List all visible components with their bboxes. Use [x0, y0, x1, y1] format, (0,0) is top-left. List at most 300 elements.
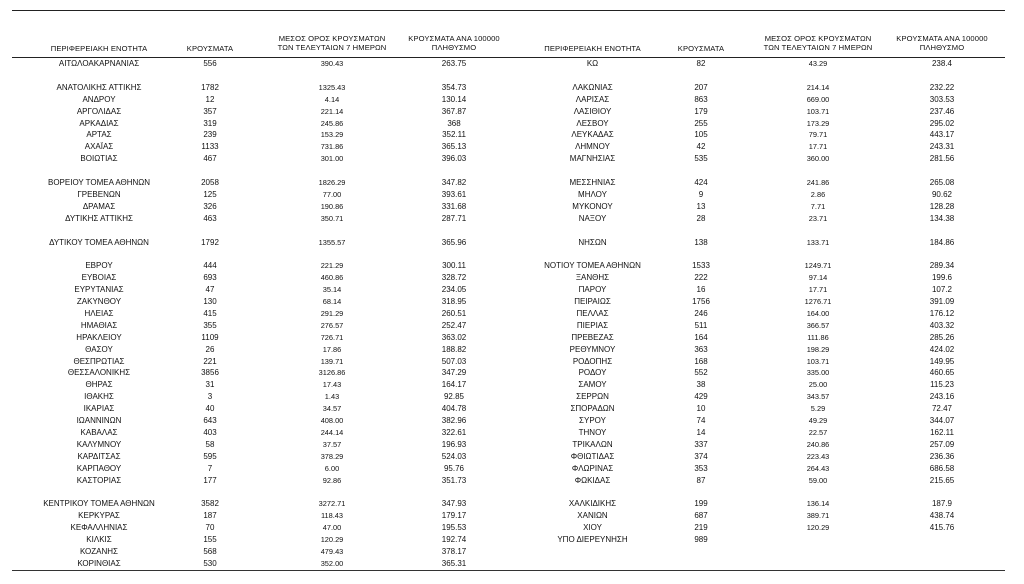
region-name-cell: ΚΟΖΑΝΗΣ [79, 546, 119, 556]
avg-7day-cell: 1325.43 [318, 82, 346, 92]
header-per100k-left [392, 34, 516, 52]
avg-7day-cell: 3126.86 [318, 368, 346, 378]
per-100k-cell: 424.02 [929, 344, 955, 354]
region-name-cell: ΑΡΚΑΔΙΑΣ [79, 118, 119, 128]
cases-cell: 82 [696, 59, 706, 68]
cases-cell: 70 [205, 523, 215, 533]
avg-7day-cell: 49.29 [808, 416, 828, 425]
region-name-cell: ΛΑΣΙΘΙΟΥ [573, 106, 612, 116]
cases-cell: 42 [696, 142, 706, 152]
table-row [0, 106, 1024, 118]
avg-7day-cell: 7.71 [810, 201, 826, 211]
region-name-cell: ΔΥΤΙΚΟΥ ΤΟΜΕΑ ΑΘΗΝΩΝ [49, 237, 149, 247]
per-100k-cell: 378.17 [441, 546, 467, 556]
per-100k-cell: 265.08 [929, 178, 955, 187]
region-name-cell: ΝΗΣΩΝ [578, 237, 607, 247]
region-name-cell: ΕΒΡΟΥ [85, 261, 113, 271]
per-100k-cell: 391.09 [929, 297, 955, 306]
region-name-cell: ΦΘΙΩΤΙΔΑΣ [570, 451, 615, 461]
cases-cell: 415 [203, 308, 217, 318]
cases-cell: 3856 [201, 368, 219, 378]
per-100k-cell: 287.71 [441, 213, 467, 223]
table-row [0, 367, 1024, 379]
region-name-cell: ΚΟΡΙΝΘΙΑΣ [77, 558, 121, 568]
cases-cell: 693 [203, 273, 217, 283]
table-row [0, 260, 1024, 272]
avg-7day-cell: 3272.71 [318, 499, 346, 509]
table-row [0, 546, 1024, 558]
table-row [0, 427, 1024, 439]
cases-cell: 429 [694, 392, 708, 402]
avg-7day-cell: 1249.71 [804, 261, 832, 271]
per-100k-cell: 363.02 [441, 332, 467, 342]
avg-7day-cell: 245.86 [320, 118, 344, 128]
per-100k-cell: 289.34 [929, 261, 955, 271]
region-name-cell: ΑΧΑΪΑΣ [84, 142, 114, 152]
avg-7day-cell: 335.00 [806, 368, 830, 378]
per-100k-cell: 365.96 [441, 237, 467, 247]
cases-cell: 16 [696, 285, 706, 295]
table-row [0, 272, 1024, 284]
cases-cell: 207 [694, 82, 708, 92]
table-row [0, 237, 1024, 249]
cases-cell: 687 [694, 511, 708, 521]
region-name-cell: ΚΕΦΑΛΛΗΝΙΑΣ [70, 523, 128, 533]
avg-7day-cell: 221.14 [320, 106, 344, 116]
region-name-cell: ΡΟΔΟΥ [578, 368, 607, 378]
avg-7day-cell: 4.14 [324, 94, 340, 104]
region-name-cell: ΛΗΜΝΟΥ [575, 142, 610, 152]
per-100k-cell: 347.93 [441, 499, 467, 509]
avg-7day-cell: 103.71 [806, 356, 830, 366]
table-row [0, 153, 1024, 165]
region-name-cell: ΒΟΙΩΤΙΑΣ [80, 154, 118, 164]
per-100k-cell: 686.58 [929, 463, 955, 473]
table-row [0, 451, 1024, 463]
per-100k-cell: 260.51 [441, 308, 467, 318]
table-row [0, 534, 1024, 546]
avg-7day-cell: 120.29 [806, 523, 830, 533]
per-100k-cell: 95.76 [443, 463, 465, 473]
cases-cell: 3582 [201, 499, 219, 509]
cases-cell: 337 [694, 439, 708, 449]
cases-cell: 87 [696, 475, 706, 485]
per-100k-cell: 188.82 [441, 344, 467, 354]
cases-cell: 14 [696, 427, 706, 437]
avg-7day-cell: 726.71 [320, 332, 344, 342]
avg-7day-cell: 731.86 [320, 142, 344, 152]
avg-7day-cell: 350.71 [320, 213, 344, 223]
table-row [0, 308, 1024, 320]
avg-7day-cell: 97.14 [808, 273, 828, 283]
cases-cell: 38 [696, 380, 706, 390]
avg-7day-cell: 118.43 [320, 511, 344, 521]
region-name-cell: ΕΥΒΟΙΑΣ [81, 273, 117, 283]
cases-cell: 187 [203, 511, 217, 521]
avg-7day-cell: 352.00 [320, 558, 344, 568]
region-name-cell: ΙΘΑΚΗΣ [84, 392, 114, 402]
cases-cell: 177 [203, 475, 217, 485]
region-name-cell: ΚΙΛΚΙΣ [86, 535, 112, 544]
avg-7day-cell: 164.00 [806, 308, 830, 318]
region-name-cell: ΠΙΕΡΙΑΣ [576, 320, 609, 330]
table-row [0, 201, 1024, 213]
per-100k-cell: 90.62 [931, 189, 953, 199]
header-avg-line2: ΤΩΝ ΤΕΛΕΥΤΑΙΩΝ 7 ΗΜΕΡΩΝ [277, 43, 387, 52]
avg-7day-cell: 173.29 [806, 118, 830, 128]
region-name-cell: ΧΑΛΚΙΔΙΚΗΣ [568, 499, 617, 509]
per-100k-cell: 195.53 [441, 523, 467, 533]
table-row [0, 70, 1024, 82]
per-100k-cell: 303.53 [929, 94, 955, 104]
avg-7day-cell: 1826.29 [318, 178, 346, 187]
cases-cell: 1782 [201, 82, 219, 92]
per-100k-cell: 92.85 [443, 392, 465, 402]
table-row [0, 82, 1024, 94]
cases-cell: 643 [203, 416, 217, 425]
header-cases-left: ΚΡΟΥΣΜΑΤΑ [186, 44, 234, 53]
per-100k-cell: 365.13 [441, 142, 467, 152]
cases-cell: 105 [694, 130, 708, 140]
per-100k-cell: 237.46 [929, 106, 955, 116]
per-100k-cell: 300.11 [442, 261, 466, 271]
avg-7day-cell: 460.86 [320, 273, 344, 283]
avg-7day-cell: 2.86 [810, 189, 826, 199]
cases-cell: 125 [203, 189, 217, 199]
region-name-cell: ΑΙΤΩΛΟΑΚΑΡΝΑΝΙΑΣ [58, 59, 140, 68]
region-name-cell: ΘΑΣΟΥ [85, 344, 113, 354]
avg-7day-cell: 79.71 [808, 130, 828, 140]
cases-cell: 357 [203, 106, 217, 116]
region-name-cell: ΥΠΟ ΔΙΕΡΕΥΝΗΣΗ [557, 535, 628, 544]
avg-7day-cell: 343.57 [806, 392, 830, 402]
cases-cell: 7 [207, 463, 213, 473]
region-name-cell: ΘΕΣΠΡΩΤΙΑΣ [73, 356, 125, 366]
per-100k-cell: 187.9 [931, 499, 953, 509]
region-name-cell: ΔΡΑΜΑΣ [82, 201, 116, 211]
cases-cell: 511 [694, 320, 708, 330]
avg-7day-cell: 34.57 [322, 404, 342, 414]
table-row [0, 189, 1024, 201]
cases-cell: 246 [694, 308, 708, 318]
header-per100k-right [880, 34, 1004, 52]
cases-cell: 374 [694, 451, 708, 461]
region-name-cell: ΑΝΔΡΟΥ [82, 94, 116, 104]
region-name-cell: ΠΕΛΛΑΣ [576, 308, 609, 318]
per-100k-cell: 285.26 [929, 332, 955, 342]
avg-7day-cell: 301.00 [320, 154, 344, 164]
avg-7day-cell: 389.71 [806, 511, 830, 521]
avg-7day-cell: 669.00 [806, 94, 830, 104]
region-name-cell: ΝΑΞΟΥ [578, 213, 607, 223]
region-name-cell: ΛΕΣΒΟΥ [576, 118, 609, 128]
cases-cell: 155 [203, 535, 217, 544]
region-name-cell: ΜΥΚΟΝΟΥ [572, 201, 613, 211]
per-100k-cell: 318.95 [441, 297, 467, 306]
avg-7day-cell: 23.71 [808, 213, 828, 223]
region-name-cell: ΜΑΓΝΗΣΙΑΣ [569, 154, 616, 164]
region-name-cell: ΗΡΑΚΛΕΙΟΥ [76, 332, 122, 342]
cases-cell: 1109 [201, 332, 219, 342]
cases-cell: 355 [203, 320, 217, 330]
per-100k-cell: 347.82 [441, 178, 467, 187]
region-name-cell: ΣΑΜΟΥ [578, 380, 607, 390]
per-100k-cell: 524.03 [441, 451, 467, 461]
cases-cell: 568 [203, 546, 217, 556]
header-region-left: ΠΕΡΙΦΕΡΕΙΑΚΗ ΕΝΟΤΗΤΑ [50, 44, 148, 53]
region-name-cell: ΚΑΒΑΛΑΣ [80, 427, 118, 437]
avg-7day-cell: 378.29 [320, 451, 344, 461]
per-100k-cell: 344.07 [929, 416, 955, 425]
table-row [0, 356, 1024, 368]
cases-cell: 74 [696, 416, 706, 425]
region-name-cell: ΤΗΝΟΥ [578, 427, 607, 437]
table-row [0, 403, 1024, 415]
avg-7day-cell: 241.86 [806, 178, 830, 187]
per-100k-cell: 404.78 [441, 404, 467, 414]
avg-7day-cell: 5.29 [810, 404, 826, 414]
region-name-cell: ΗΛΕΙΑΣ [84, 308, 114, 318]
table-row [0, 141, 1024, 153]
cases-cell: 463 [203, 213, 217, 223]
region-name-cell: ΑΝΑΤΟΛΙΚΗΣ ΑΤΤΙΚΗΣ [56, 82, 142, 92]
region-name-cell: ΚΩ [586, 59, 599, 68]
cases-cell: 556 [203, 59, 217, 68]
per-100k-cell: 238.4 [931, 59, 953, 68]
cases-cell: 130 [203, 297, 217, 306]
cases-cell: 444 [203, 261, 217, 271]
region-name-cell: ΒΟΡΕΙΟΥ ΤΟΜΕΑ ΑΘΗΝΩΝ [47, 178, 151, 187]
table-row [0, 129, 1024, 141]
table-row [0, 225, 1024, 237]
per-100k-cell: 179.17 [441, 511, 467, 521]
avg-7day-cell: 68.14 [322, 297, 342, 306]
cases-cell: 222 [694, 273, 708, 283]
table-row [0, 558, 1024, 570]
header-avg-line1: ΜΕΣΟΣ ΟΡΟΣ ΚΡΟΥΣΜΑΤΩΝ [278, 34, 386, 43]
avg-7day-cell: 276.57 [320, 320, 344, 330]
per-100k-cell: 192.74 [441, 535, 467, 544]
avg-7day-cell: 139.71 [320, 356, 344, 366]
region-name-cell: ΚΑΡΠΑΘΟΥ [76, 463, 122, 473]
cases-cell: 239 [203, 130, 217, 140]
header-avg-right [756, 34, 880, 52]
header-per100k-line2: ΠΛΗΘΥΣΜΟ [431, 43, 477, 52]
cases-cell: 403 [203, 427, 217, 437]
avg-7day-cell: 22.57 [808, 427, 828, 437]
avg-7day-cell: 1276.71 [804, 297, 832, 306]
header-avg-line2: ΤΩΝ ΤΕΛΕΥΤΑΙΩΝ 7 ΗΜΕΡΩΝ [763, 43, 873, 52]
region-name-cell: ΚΑΣΤΟΡΙΑΣ [76, 475, 122, 485]
avg-7day-cell: 25.00 [808, 380, 828, 390]
avg-7day-cell: 35.14 [322, 285, 342, 295]
per-100k-cell: 149.95 [929, 356, 955, 366]
region-name-cell: ΡΟΔΟΠΗΣ [572, 356, 613, 366]
cases-cell: 179 [694, 106, 708, 116]
per-100k-cell: 72.47 [931, 404, 953, 414]
avg-7day-cell: 6.00 [324, 463, 340, 473]
avg-7day-cell: 408.00 [320, 416, 344, 425]
avg-7day-cell: 111.86 [807, 332, 829, 342]
table-row [0, 415, 1024, 427]
per-100k-cell: 176.12 [929, 308, 955, 318]
avg-7day-cell: 214.14 [806, 82, 830, 92]
per-100k-cell: 365.31 [441, 558, 467, 568]
avg-7day-cell: 92.86 [322, 475, 342, 485]
region-name-cell: ΧΑΝΙΩΝ [577, 511, 608, 521]
per-100k-cell: 460.65 [929, 368, 955, 378]
per-100k-cell: 438.74 [929, 511, 955, 521]
region-name-cell: ΣΕΡΡΩΝ [576, 392, 609, 402]
per-100k-cell: 352.11 [442, 130, 466, 140]
region-name-cell: ΧΙΟΥ [583, 523, 602, 533]
region-name-cell: ΙΩΑΝΝΙΝΩΝ [76, 416, 122, 425]
region-name-cell: ΞΑΝΘΗΣ [575, 273, 610, 283]
region-name-cell: ΦΩΚΙΔΑΣ [574, 475, 611, 485]
region-name-cell: ΕΥΡΥΤΑΝΙΑΣ [74, 285, 124, 295]
per-100k-cell: 322.61 [441, 427, 467, 437]
cases-cell: 9 [698, 189, 704, 199]
per-100k-cell: 130.14 [441, 94, 467, 104]
per-100k-cell: 415.76 [929, 523, 955, 533]
region-name-cell: ΓΡΕΒΕΝΩΝ [77, 189, 121, 199]
table-row [0, 463, 1024, 475]
header-region-right: ΠΕΡΙΦΕΡΕΙΑΚΗ ΕΝΟΤΗΤΑ [544, 44, 641, 53]
per-100k-cell: 295.02 [929, 118, 955, 128]
avg-7day-cell: 221.29 [320, 261, 344, 271]
cases-cell: 10 [696, 404, 706, 414]
avg-7day-cell: 390.43 [320, 59, 344, 68]
per-100k-cell: 164.17 [441, 380, 467, 390]
per-100k-cell: 236.36 [929, 451, 955, 461]
avg-7day-cell: 244.14 [320, 427, 344, 437]
per-100k-cell: 263.75 [441, 59, 467, 68]
cases-cell: 319 [203, 118, 217, 128]
region-name-cell: ΣΠΟΡΑΔΩΝ [570, 404, 615, 414]
cases-cell: 326 [203, 201, 217, 211]
per-100k-cell: 507.03 [441, 356, 467, 366]
per-100k-cell: 393.61 [441, 189, 467, 199]
region-name-cell: ΠΡΕΒΕΖΑΣ [571, 332, 614, 342]
avg-7day-cell: 291.29 [320, 308, 344, 318]
avg-7day-cell: 1.43 [324, 392, 340, 402]
cases-cell: 31 [205, 380, 215, 390]
region-name-cell: ΚΑΡΔΙΤΣΑΣ [77, 451, 121, 461]
avg-7day-cell: 37.57 [322, 439, 342, 449]
region-name-cell: ΤΡΙΚΑΛΩΝ [572, 439, 613, 449]
cases-cell: 1792 [201, 237, 219, 247]
cases-cell: 467 [203, 154, 217, 164]
cases-cell: 353 [694, 463, 708, 473]
region-name-cell: ΗΜΑΘΙΑΣ [80, 320, 118, 330]
cases-cell: 164 [694, 332, 708, 342]
table-row [0, 284, 1024, 296]
avg-7day-cell: 17.71 [808, 285, 828, 295]
per-100k-cell: 328.72 [441, 273, 467, 283]
per-100k-cell: 347.29 [441, 368, 467, 378]
table-row [0, 391, 1024, 403]
per-100k-cell: 243.31 [929, 142, 955, 152]
per-100k-cell: 257.09 [929, 439, 955, 449]
per-100k-cell: 443.17 [929, 130, 955, 140]
per-100k-cell: 354.73 [441, 82, 467, 92]
avg-7day-cell: 133.71 [806, 237, 830, 247]
header-cases-right: ΚΡΟΥΣΜΑΤΑ [677, 44, 725, 53]
per-100k-cell: 252.47 [441, 320, 467, 330]
table-row [0, 177, 1024, 189]
per-100k-cell: 134.38 [929, 213, 955, 223]
header-per100k-line1: ΚΡΟΥΣΜΑΤΑ ΑΝΑ 100000 [408, 34, 500, 43]
table-row [0, 379, 1024, 391]
avg-7day-cell: 198.29 [806, 344, 830, 354]
per-100k-cell: 199.6 [931, 273, 953, 283]
cases-cell: 40 [205, 404, 215, 414]
table-row [0, 486, 1024, 498]
table-row [0, 498, 1024, 510]
cases-cell: 595 [203, 451, 217, 461]
avg-7day-cell: 77.00 [322, 189, 342, 199]
avg-7day-cell: 479.43 [320, 546, 344, 556]
region-name-cell: ΛΑΡΙΣΑΣ [575, 94, 610, 104]
avg-7day-cell: 360.00 [806, 154, 830, 164]
cases-cell: 26 [205, 344, 215, 354]
header-avg-line1: ΜΕΣΟΣ ΟΡΟΣ ΚΡΟΥΣΜΑΤΩΝ [764, 34, 872, 43]
table-row [0, 118, 1024, 130]
top-rule [12, 10, 1005, 11]
per-100k-cell: 331.68 [441, 201, 467, 211]
cases-cell: 13 [696, 201, 706, 211]
cases-cell: 1756 [692, 297, 710, 306]
per-100k-cell: 396.03 [441, 154, 467, 164]
cases-cell: 2058 [201, 178, 219, 187]
avg-7day-cell: 17.86 [322, 344, 342, 354]
region-name-cell: ΚΕΡΚΥΡΑΣ [78, 511, 120, 521]
per-100k-cell: 162.11 [930, 427, 954, 437]
avg-7day-cell: 47.00 [322, 523, 342, 533]
cases-cell: 255 [694, 118, 708, 128]
cases-cell: 552 [694, 368, 708, 378]
region-name-cell: ΠΑΡΟΥ [578, 285, 607, 295]
avg-7day-cell: 190.86 [320, 201, 344, 211]
region-name-cell: ΜΗΛΟΥ [578, 189, 607, 199]
per-100k-cell: 382.96 [441, 416, 467, 425]
per-100k-cell: 128.28 [929, 201, 955, 211]
table-row [0, 344, 1024, 356]
header-per100k-line2: ΠΛΗΘΥΣΜΟ [919, 43, 965, 52]
cases-cell: 535 [694, 154, 708, 164]
region-name-cell: ΙΚΑΡΙΑΣ [83, 404, 115, 414]
avg-7day-cell: 17.71 [808, 142, 828, 152]
per-100k-cell: 232.22 [929, 82, 955, 92]
cases-cell: 58 [205, 439, 215, 449]
cases-cell: 199 [694, 499, 708, 509]
cases-cell: 12 [205, 94, 215, 104]
cases-cell: 47 [205, 285, 215, 295]
cases-cell: 221 [203, 356, 217, 366]
region-name-cell: ΣΥΡΟΥ [579, 416, 606, 425]
table-row [0, 248, 1024, 260]
table-row [0, 475, 1024, 487]
per-100k-cell: 215.65 [929, 475, 955, 485]
cases-cell: 28 [696, 213, 706, 223]
region-name-cell: ΔΥΤΙΚΗΣ ΑΤΤΙΚΗΣ [65, 213, 133, 223]
header-avg-left [270, 34, 394, 52]
avg-7day-cell: 240.86 [806, 439, 830, 449]
avg-7day-cell: 1355.57 [318, 237, 346, 247]
cases-cell: 530 [203, 558, 217, 568]
avg-7day-cell: 223.43 [806, 451, 830, 461]
avg-7day-cell: 136.14 [806, 499, 830, 509]
